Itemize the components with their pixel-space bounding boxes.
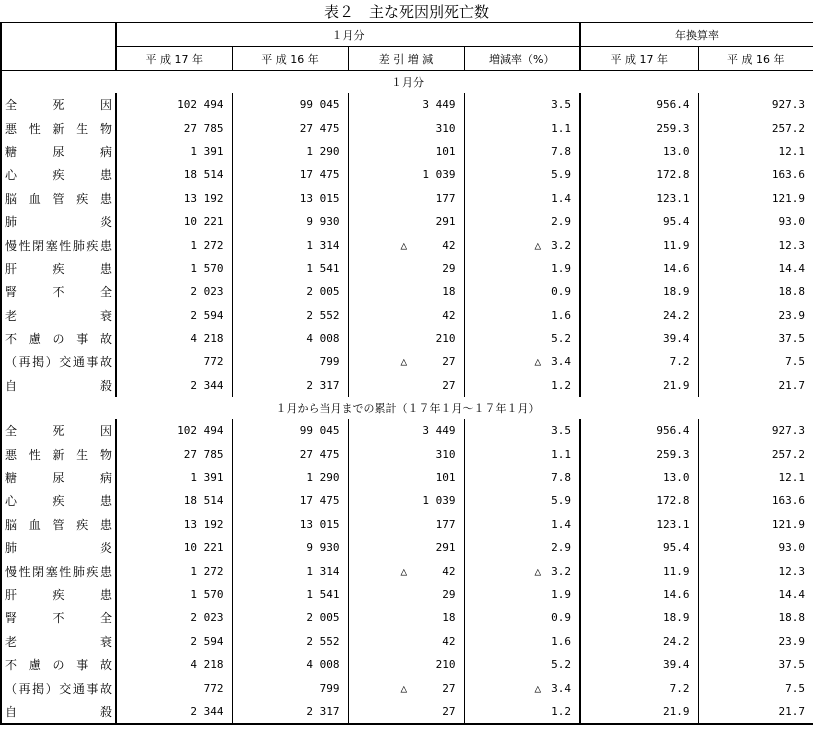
annual-h17: 18.9 xyxy=(580,606,698,629)
cause-name: 糖尿病 xyxy=(1,140,116,163)
rate-cell xyxy=(464,187,580,210)
table-row xyxy=(1,350,813,373)
diff-cell xyxy=(348,280,464,303)
diff-cell xyxy=(348,606,464,629)
value-h16: 4 008 xyxy=(232,653,348,676)
rate-value: 5.9 xyxy=(551,168,571,182)
value-h17: 27 785 xyxy=(116,116,232,139)
value-h17: 18 514 xyxy=(116,163,232,186)
death-cause-table xyxy=(0,22,813,725)
table-row xyxy=(1,489,813,512)
value-h17: 772 xyxy=(116,350,232,373)
value-h17: 2 594 xyxy=(116,304,232,327)
cause-name: 不慮の事故 xyxy=(1,327,116,350)
rate-value: 5.9 xyxy=(551,494,571,508)
table-row xyxy=(1,559,813,582)
rate-value: 1.9 xyxy=(551,588,571,601)
diff-value: 29 xyxy=(442,261,456,275)
value-h16: 99 045 xyxy=(232,419,348,442)
annual-h16: 93.0 xyxy=(698,210,813,233)
rate-cell xyxy=(464,559,580,582)
diff-cell xyxy=(348,536,464,559)
corner-header xyxy=(1,23,116,71)
diff-value: 210 xyxy=(435,658,456,672)
annual-h16: 14.4 xyxy=(698,583,813,606)
value-h17: 10 221 xyxy=(116,210,232,233)
diff-value: 27 xyxy=(442,681,456,695)
annual-h17: 24.2 xyxy=(580,304,698,327)
table-body xyxy=(1,71,813,725)
value-h17: 1 391 xyxy=(116,140,232,163)
rate-cell xyxy=(464,700,580,724)
decrease-mark: △ xyxy=(534,564,542,578)
table-row xyxy=(1,606,813,629)
annual-h17: 172.8 xyxy=(580,163,698,186)
rate-cell xyxy=(464,466,580,489)
decrease-mark: △ xyxy=(534,238,542,252)
rate-value: 3.5 xyxy=(551,98,571,112)
table-row xyxy=(1,280,813,303)
group-header-january: １月分 xyxy=(116,23,580,47)
annual-h17: 11.9 xyxy=(580,233,698,256)
cause-name: 心疾患 xyxy=(1,489,116,512)
annual-h16: 7.5 xyxy=(698,676,813,699)
diff-value: 177 xyxy=(435,191,456,205)
diff-value: 1 039 xyxy=(422,168,456,182)
rate-value: 1.2 xyxy=(551,378,571,392)
diff-cell xyxy=(348,374,464,397)
cause-name: 慢性閉塞性肺疾患 xyxy=(1,233,116,256)
value-h16: 1 290 xyxy=(232,466,348,489)
rate-value: 3.4 xyxy=(551,355,571,369)
rate-value: 1.6 xyxy=(551,634,571,648)
table-row xyxy=(1,583,813,606)
rate-cell xyxy=(464,280,580,303)
cause-name: 肝疾患 xyxy=(1,583,116,606)
table-row xyxy=(1,140,813,163)
table-row xyxy=(1,676,813,699)
annual-h16: 12.3 xyxy=(698,233,813,256)
col-header-h17: 平 成 17 年 xyxy=(116,47,232,71)
diff-cell xyxy=(348,489,464,512)
value-h16: 27 475 xyxy=(232,442,348,465)
table-row xyxy=(1,442,813,465)
diff-value: 18 xyxy=(442,285,456,299)
cause-name: 腎不全 xyxy=(1,606,116,629)
diff-value: 101 xyxy=(435,471,456,485)
diff-value: 177 xyxy=(435,517,456,531)
section-header-row xyxy=(1,397,813,419)
cause-name: 全死因 xyxy=(1,93,116,116)
col-header-annual-h16: 平 成 16 年 xyxy=(698,47,813,71)
rate-value: 1.2 xyxy=(551,704,571,718)
diff-value: 42 xyxy=(442,238,456,252)
table-row xyxy=(1,257,813,280)
rate-value: 1.9 xyxy=(551,261,571,275)
annual-h16: 12.1 xyxy=(698,466,813,489)
diff-cell xyxy=(348,163,464,186)
annual-h17: 7.2 xyxy=(580,350,698,373)
cause-name: 全死因 xyxy=(1,419,116,442)
decrease-mark: △ xyxy=(400,681,408,695)
annual-h17: 956.4 xyxy=(580,93,698,116)
rate-cell xyxy=(464,630,580,653)
annual-h16: 18.8 xyxy=(698,280,813,303)
annual-h17: 14.6 xyxy=(580,257,698,280)
rate-value: 7.8 xyxy=(551,144,571,158)
table-row xyxy=(1,187,813,210)
rate-value: 1.4 xyxy=(551,191,571,205)
diff-value: 210 xyxy=(435,332,456,346)
diff-value: 1 039 xyxy=(422,494,456,508)
value-h17: 102 494 xyxy=(116,419,232,442)
cause-name: 糖尿病 xyxy=(1,466,116,489)
decrease-mark: △ xyxy=(400,355,408,369)
cause-name: 自殺 xyxy=(1,374,116,397)
value-h16: 1 314 xyxy=(232,559,348,582)
rate-cell xyxy=(464,583,580,606)
cause-name: 不慮の事故 xyxy=(1,653,116,676)
rate-cell xyxy=(464,676,580,699)
annual-h16: 93.0 xyxy=(698,536,813,559)
annual-h17: 95.4 xyxy=(580,210,698,233)
annual-h16: 257.2 xyxy=(698,442,813,465)
annual-h16: 14.4 xyxy=(698,257,813,280)
cause-name: 悪性新生物 xyxy=(1,442,116,465)
value-h17: 27 785 xyxy=(116,442,232,465)
cause-name: 自殺 xyxy=(1,700,116,724)
section-header-row xyxy=(1,71,813,94)
annual-h17: 39.4 xyxy=(580,653,698,676)
value-h17: 13 192 xyxy=(116,187,232,210)
diff-value: 42 xyxy=(442,564,456,578)
rate-value: 1.4 xyxy=(551,517,571,531)
annual-h16: 121.9 xyxy=(698,187,813,210)
col-header-annual-h17: 平 成 17 年 xyxy=(580,47,698,71)
value-h17: 2 344 xyxy=(116,700,232,724)
rate-value: 3.2 xyxy=(551,564,571,578)
annual-h17: 24.2 xyxy=(580,630,698,653)
diff-cell xyxy=(348,350,464,373)
table-row xyxy=(1,653,813,676)
value-h16: 9 930 xyxy=(232,536,348,559)
rate-cell xyxy=(464,653,580,676)
table-row xyxy=(1,374,813,397)
rate-value: 2.9 xyxy=(551,215,571,229)
diff-value: 101 xyxy=(435,144,456,158)
rate-cell xyxy=(464,140,580,163)
cause-name: 老衰 xyxy=(1,630,116,653)
cause-name: 脳血管疾患 xyxy=(1,187,116,210)
rate-cell xyxy=(464,513,580,536)
rate-cell xyxy=(464,233,580,256)
annual-h16: 37.5 xyxy=(698,327,813,350)
rate-value: 5.2 xyxy=(551,332,571,346)
value-h16: 9 930 xyxy=(232,210,348,233)
rate-cell xyxy=(464,257,580,280)
rate-value: 3.2 xyxy=(551,238,571,252)
cause-name: 慢性閉塞性肺疾患 xyxy=(1,559,116,582)
annual-h16: 927.3 xyxy=(698,419,813,442)
annual-h16: 7.5 xyxy=(698,350,813,373)
value-h16: 2 005 xyxy=(232,280,348,303)
table-row xyxy=(1,536,813,559)
diff-cell xyxy=(348,676,464,699)
table-row xyxy=(1,419,813,442)
cause-name: 腎不全 xyxy=(1,280,116,303)
diff-cell xyxy=(348,583,464,606)
decrease-mark: △ xyxy=(400,238,408,252)
annual-h16: 23.9 xyxy=(698,304,813,327)
rate-value: 3.5 xyxy=(551,424,571,438)
diff-value: 27 xyxy=(442,355,456,369)
diff-value: 27 xyxy=(442,704,456,718)
annual-h16: 12.3 xyxy=(698,559,813,582)
diff-cell xyxy=(348,257,464,280)
annual-h17: 21.9 xyxy=(580,374,698,397)
rate-cell xyxy=(464,419,580,442)
rate-value: 5.2 xyxy=(551,658,571,672)
annual-h16: 927.3 xyxy=(698,93,813,116)
rate-cell xyxy=(464,350,580,373)
rate-value: 2.9 xyxy=(551,541,571,555)
value-h16: 17 475 xyxy=(232,163,348,186)
diff-cell xyxy=(348,327,464,350)
diff-cell xyxy=(348,653,464,676)
cause-name: 肝疾患 xyxy=(1,257,116,280)
value-h17: 18 514 xyxy=(116,489,232,512)
diff-cell xyxy=(348,442,464,465)
value-h16: 1 541 xyxy=(232,583,348,606)
value-h17: 1 391 xyxy=(116,466,232,489)
annual-h16: 21.7 xyxy=(698,374,813,397)
value-h16: 2 552 xyxy=(232,630,348,653)
diff-cell xyxy=(348,233,464,256)
annual-h17: 13.0 xyxy=(580,140,698,163)
table-row xyxy=(1,304,813,327)
annual-h17: 14.6 xyxy=(580,583,698,606)
table-row xyxy=(1,327,813,350)
table-row xyxy=(1,116,813,139)
section-label: １月分 xyxy=(1,71,813,94)
diff-cell xyxy=(348,513,464,536)
cause-name: 脳血管疾患 xyxy=(1,513,116,536)
value-h17: 13 192 xyxy=(116,513,232,536)
value-h16: 1 314 xyxy=(232,233,348,256)
cause-name: 心疾患 xyxy=(1,163,116,186)
diff-cell xyxy=(348,700,464,724)
rate-cell xyxy=(464,442,580,465)
value-h17: 1 570 xyxy=(116,257,232,280)
diff-cell xyxy=(348,466,464,489)
rate-cell xyxy=(464,489,580,512)
value-h17: 2 344 xyxy=(116,374,232,397)
diff-value: 42 xyxy=(442,308,456,322)
rate-cell xyxy=(464,304,580,327)
value-h17: 1 272 xyxy=(116,233,232,256)
col-header-h16: 平 成 16 年 xyxy=(232,47,348,71)
diff-cell xyxy=(348,140,464,163)
value-h17: 772 xyxy=(116,676,232,699)
diff-value: 3 449 xyxy=(422,98,456,112)
value-h17: 2 023 xyxy=(116,280,232,303)
annual-h16: 18.8 xyxy=(698,606,813,629)
diff-cell xyxy=(348,559,464,582)
decrease-mark: △ xyxy=(534,681,542,695)
value-h17: 10 221 xyxy=(116,536,232,559)
col-header-diff: 差 引 増 減 xyxy=(348,47,464,71)
value-h17: 4 218 xyxy=(116,653,232,676)
value-h17: 2 594 xyxy=(116,630,232,653)
value-h16: 17 475 xyxy=(232,489,348,512)
diff-value: 42 xyxy=(442,634,456,648)
table-row xyxy=(1,700,813,724)
table-row xyxy=(1,163,813,186)
rate-cell xyxy=(464,163,580,186)
cause-name: 老衰 xyxy=(1,304,116,327)
diff-cell xyxy=(348,630,464,653)
diff-cell xyxy=(348,419,464,442)
rate-value: 7.8 xyxy=(551,471,571,485)
annual-h17: 172.8 xyxy=(580,489,698,512)
diff-value: 27 xyxy=(442,378,456,392)
diff-value: 29 xyxy=(442,588,456,601)
table-row xyxy=(1,630,813,653)
diff-cell xyxy=(348,187,464,210)
annual-h17: 39.4 xyxy=(580,327,698,350)
value-h16: 13 015 xyxy=(232,187,348,210)
cause-name: （再掲）交通事故 xyxy=(1,676,116,699)
cause-name: 肺炎 xyxy=(1,210,116,233)
rate-value: 3.4 xyxy=(551,681,571,695)
annual-h16: 257.2 xyxy=(698,116,813,139)
annual-h17: 7.2 xyxy=(580,676,698,699)
value-h16: 799 xyxy=(232,676,348,699)
annual-h17: 956.4 xyxy=(580,419,698,442)
annual-h16: 23.9 xyxy=(698,630,813,653)
rate-value: 0.9 xyxy=(551,285,571,299)
annual-h17: 11.9 xyxy=(580,559,698,582)
diff-value: 3 449 xyxy=(422,424,456,438)
value-h16: 2 317 xyxy=(232,700,348,724)
annual-h16: 121.9 xyxy=(698,513,813,536)
annual-h17: 123.1 xyxy=(580,187,698,210)
table-row xyxy=(1,513,813,536)
value-h16: 99 045 xyxy=(232,93,348,116)
rate-cell xyxy=(464,606,580,629)
rate-value: 1.1 xyxy=(551,447,571,461)
rate-cell xyxy=(464,536,580,559)
value-h16: 1 541 xyxy=(232,257,348,280)
rate-value: 0.9 xyxy=(551,611,571,625)
value-h17: 2 023 xyxy=(116,606,232,629)
diff-value: 18 xyxy=(442,611,456,625)
value-h16: 4 008 xyxy=(232,327,348,350)
decrease-mark: △ xyxy=(400,564,408,578)
table-title: 表２ 主な死因別死亡数 xyxy=(323,3,489,21)
table-row xyxy=(1,210,813,233)
value-h17: 1 272 xyxy=(116,559,232,582)
annual-h17: 21.9 xyxy=(580,700,698,724)
decrease-mark: △ xyxy=(534,355,542,369)
annual-h17: 123.1 xyxy=(580,513,698,536)
cause-name: 悪性新生物 xyxy=(1,116,116,139)
annual-h17: 259.3 xyxy=(580,442,698,465)
rate-value: 1.6 xyxy=(551,308,571,322)
value-h17: 4 218 xyxy=(116,327,232,350)
section-label: １月から当月までの累計（１７年１月～１７年１月） xyxy=(1,397,813,419)
annual-h16: 163.6 xyxy=(698,489,813,512)
col-header-rate: 増減率（%） xyxy=(464,47,580,71)
table-row xyxy=(1,233,813,256)
annual-h16: 163.6 xyxy=(698,163,813,186)
rate-cell xyxy=(464,93,580,116)
value-h17: 1 570 xyxy=(116,583,232,606)
diff-value: 291 xyxy=(435,215,456,229)
value-h16: 799 xyxy=(232,350,348,373)
rate-cell xyxy=(464,116,580,139)
annual-h16: 21.7 xyxy=(698,700,813,724)
value-h16: 2 317 xyxy=(232,374,348,397)
diff-cell xyxy=(348,116,464,139)
annual-h17: 13.0 xyxy=(580,466,698,489)
cause-name: （再掲）交通事故 xyxy=(1,350,116,373)
rate-value: 1.1 xyxy=(551,121,571,135)
value-h16: 1 290 xyxy=(232,140,348,163)
rate-cell xyxy=(464,327,580,350)
value-h16: 13 015 xyxy=(232,513,348,536)
annual-h16: 12.1 xyxy=(698,140,813,163)
table-row xyxy=(1,466,813,489)
diff-cell xyxy=(348,210,464,233)
diff-cell xyxy=(348,93,464,116)
annual-h17: 95.4 xyxy=(580,536,698,559)
annual-h17: 18.9 xyxy=(580,280,698,303)
value-h16: 27 475 xyxy=(232,116,348,139)
diff-value: 310 xyxy=(435,447,456,461)
annual-h17: 259.3 xyxy=(580,116,698,139)
table-row xyxy=(1,93,813,116)
rate-cell xyxy=(464,374,580,397)
cause-name: 肺炎 xyxy=(1,536,116,559)
value-h16: 2 005 xyxy=(232,606,348,629)
diff-cell xyxy=(348,304,464,327)
diff-value: 291 xyxy=(435,541,456,555)
value-h17: 102 494 xyxy=(116,93,232,116)
value-h16: 2 552 xyxy=(232,304,348,327)
group-header-annualized: 年換算率 xyxy=(580,23,813,47)
annual-h16: 37.5 xyxy=(698,653,813,676)
rate-cell xyxy=(464,210,580,233)
diff-value: 310 xyxy=(435,121,456,135)
